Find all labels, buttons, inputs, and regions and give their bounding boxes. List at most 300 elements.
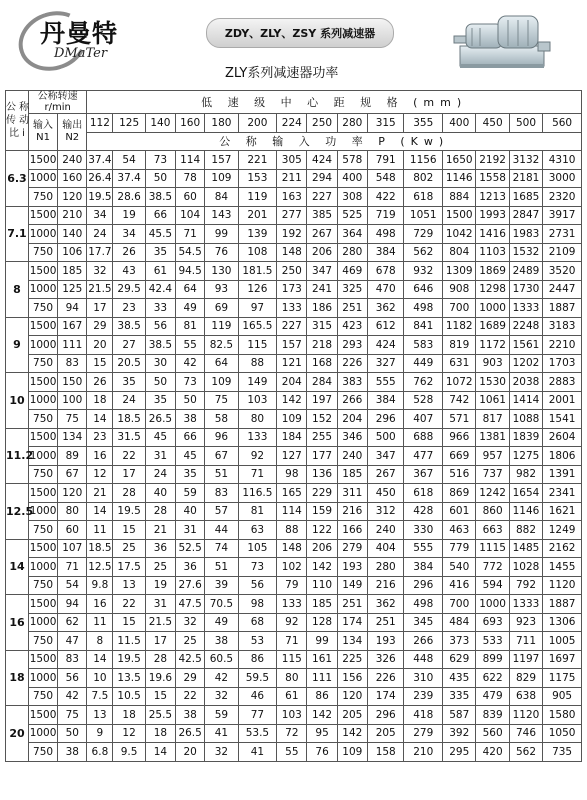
input-speed-cell: 1500 [28, 317, 57, 336]
power-cell: 142 [337, 724, 367, 743]
power-cell: 1530 [476, 373, 509, 392]
table-row [6, 465, 582, 484]
power-cell: 1414 [509, 391, 542, 410]
power-cell: 97 [238, 299, 277, 318]
power-cell: 678 [367, 262, 404, 281]
power-cell: 1120 [509, 706, 542, 725]
power-cell: 25.5 [145, 706, 175, 725]
power-cell: 211 [277, 169, 307, 188]
power-cell: 18.5 [113, 410, 145, 429]
power-cell: 26.4 [87, 169, 113, 188]
power-cell: 498 [367, 225, 404, 244]
power-cell: 966 [443, 428, 476, 447]
power-cell: 1213 [476, 188, 509, 207]
power-cell: 39 [205, 576, 238, 595]
power-cell: 37.4 [87, 151, 113, 170]
power-cell: 792 [509, 576, 542, 595]
power-cell: 38.5 [145, 188, 175, 207]
table-row [6, 410, 582, 429]
power-cell: 1156 [404, 151, 443, 170]
power-cell: 174 [367, 687, 404, 706]
power-cell: 29 [176, 669, 205, 688]
table-row [6, 595, 582, 614]
power-cell: 422 [367, 188, 404, 207]
table-row [6, 613, 582, 632]
power-cell: 2489 [509, 262, 542, 281]
power-cell: 1416 [476, 225, 509, 244]
table-row [6, 558, 582, 577]
output-speed-cell: 42 [58, 687, 87, 706]
power-cell: 10.5 [113, 687, 145, 706]
ratio-column-header [6, 91, 29, 151]
power-cell: 19 [145, 576, 175, 595]
table-row [6, 650, 582, 669]
table-row [6, 502, 582, 521]
power-cell: 38.5 [113, 317, 145, 336]
power-cell: 63 [238, 521, 277, 540]
power-cell: 225 [337, 650, 367, 669]
power-cell: 2181 [509, 169, 542, 188]
power-cell: 73 [145, 151, 175, 170]
center-distance-cell: 315 [367, 114, 404, 133]
power-cell: 6.8 [87, 743, 113, 762]
output-speed-cell: 83 [58, 650, 87, 669]
power-cell: 115 [238, 336, 277, 355]
power-cell: 110 [307, 576, 337, 595]
power-cell: 1050 [543, 724, 582, 743]
table-header-row [6, 114, 582, 133]
power-cell: 41 [205, 724, 238, 743]
power-cell: 142 [277, 391, 307, 410]
power-cell: 29.5 [113, 280, 145, 299]
power-cell: 804 [443, 243, 476, 262]
power-cell: 205 [367, 724, 404, 743]
power-cell: 373 [443, 632, 476, 651]
table-row [6, 169, 582, 188]
power-cell: 133 [238, 428, 277, 447]
power-cell: 174 [337, 613, 367, 632]
ratio-cell: 8 [6, 262, 29, 318]
output-speed-cell: 89 [58, 447, 87, 466]
power-cell: 1993 [476, 206, 509, 225]
power-cell: 27 [113, 336, 145, 355]
power-cell: 923 [509, 613, 542, 632]
power-cell: 96 [205, 428, 238, 447]
power-cell: 1182 [443, 317, 476, 336]
power-cell: 2604 [543, 428, 582, 447]
speed-header-line: r/min [44, 102, 71, 113]
power-cell: 267 [307, 225, 337, 244]
power-cell: 367 [404, 465, 443, 484]
power-cell: 700 [443, 595, 476, 614]
power-cell: 51 [205, 558, 238, 577]
power-cell: 17 [113, 465, 145, 484]
power-cell: 450 [367, 484, 404, 503]
power-cell: 267 [367, 465, 404, 484]
power-cell: 420 [476, 743, 509, 762]
ratio-header-line: 比 i [8, 128, 25, 139]
output-speed-cell: 54 [58, 576, 87, 595]
power-cell: 601 [443, 502, 476, 521]
power-cell: 762 [404, 373, 443, 392]
power-cell: 20 [87, 336, 113, 355]
power-cell: 93 [205, 280, 238, 299]
power-cell: 345 [404, 613, 443, 632]
power-cell: 310 [404, 669, 443, 688]
power-cell: 84 [205, 188, 238, 207]
power-cell: 17 [145, 632, 175, 651]
power-cell: 80 [238, 410, 277, 429]
power-cell: 133 [277, 595, 307, 614]
center-distance-cell: 224 [277, 114, 307, 133]
power-cell: 177 [307, 447, 337, 466]
power-cell: 103 [277, 706, 307, 725]
power-cell: 540 [443, 558, 476, 577]
power-cell: 346 [337, 428, 367, 447]
power-cell: 1298 [476, 280, 509, 299]
output-speed-cell: 107 [58, 539, 87, 558]
power-cell: 186 [307, 299, 337, 318]
power-cell: 735 [543, 743, 582, 762]
power-cell: 184 [277, 428, 307, 447]
power-cell: 34 [113, 225, 145, 244]
center-distance-cell: 400 [443, 114, 476, 133]
power-cell: 15 [145, 687, 175, 706]
power-cell: 30 [145, 354, 175, 373]
power-cell: 9.5 [113, 743, 145, 762]
output-speed-cell: 60 [58, 521, 87, 540]
power-cell: 663 [476, 521, 509, 540]
power-cell: 81 [238, 502, 277, 521]
output-speed-cell: 94 [58, 595, 87, 614]
output-speed-cell: 167 [58, 317, 87, 336]
power-cell: 280 [367, 558, 404, 577]
table-row [6, 299, 582, 318]
power-cell: 216 [367, 576, 404, 595]
power-cell: 19.6 [145, 669, 175, 688]
power-cell: 115 [277, 650, 307, 669]
power-cell: 134 [337, 632, 367, 651]
power-cell: 127 [277, 447, 307, 466]
power-cell: 498 [404, 299, 443, 318]
power-cell: 2731 [543, 225, 582, 244]
output-speed-cell: 140 [58, 225, 87, 244]
power-cell: 12.5 [87, 558, 113, 577]
power-cell: 28 [145, 650, 175, 669]
power-cell: 1730 [509, 280, 542, 299]
power-cell: 16 [87, 595, 113, 614]
input-speed-cell: 1500 [28, 650, 57, 669]
power-cell: 435 [443, 669, 476, 688]
power-cell: 1146 [509, 502, 542, 521]
power-cell: 59 [205, 706, 238, 725]
power-cell: 19.5 [87, 188, 113, 207]
power-cell: 192 [277, 225, 307, 244]
power-cell: 1685 [509, 188, 542, 207]
power-cell: 165.5 [238, 317, 277, 336]
power-cell: 24 [113, 391, 145, 410]
power-cell: 284 [307, 373, 337, 392]
power-cell: 571 [443, 410, 476, 429]
output-speed-cell: 56 [58, 669, 87, 688]
power-cell: 240 [337, 447, 367, 466]
input-speed-cell: 750 [28, 299, 57, 318]
power-cell: 239 [404, 687, 443, 706]
power-cell: 53.5 [238, 724, 277, 743]
power-cell: 1103 [476, 243, 509, 262]
power-cell: 221 [238, 151, 277, 170]
power-cell: 688 [404, 428, 443, 447]
power-cell: 1381 [476, 428, 509, 447]
power-cell: 448 [404, 650, 443, 669]
power-cell: 1088 [509, 410, 542, 429]
center-distance-cell: 250 [307, 114, 337, 133]
ratio-cell: 6.3 [6, 151, 29, 207]
power-cell: 205 [337, 706, 367, 725]
table-header-row [6, 132, 582, 151]
power-cell: 78 [176, 169, 205, 188]
power-cell: 152 [307, 410, 337, 429]
power-cell: 28 [113, 484, 145, 503]
input-speed-cell: 750 [28, 632, 57, 651]
power-cell: 59 [176, 484, 205, 503]
power-table-body [6, 151, 582, 762]
power-cell: 119 [205, 317, 238, 336]
power-cell: 9 [87, 724, 113, 743]
power-cell: 326 [367, 650, 404, 669]
power-cell: 157 [277, 336, 307, 355]
power-cell: 315 [307, 317, 337, 336]
power-cell: 24 [145, 465, 175, 484]
power-cell: 1650 [443, 151, 476, 170]
power-cell: 45 [176, 447, 205, 466]
power-cell: 114 [277, 502, 307, 521]
power-cell: 1072 [443, 373, 476, 392]
table-row [6, 188, 582, 207]
power-cell: 161 [307, 650, 337, 669]
power-cell: 1115 [476, 539, 509, 558]
input-speed-cell: 1000 [28, 225, 57, 244]
power-cell: 17.5 [113, 558, 145, 577]
power-cell: 158 [367, 743, 404, 762]
power-cell: 33 [145, 299, 175, 318]
power-cell: 201 [238, 206, 277, 225]
power-cell: 122 [307, 521, 337, 540]
power-cell: 153 [238, 169, 277, 188]
power-cell: 104 [176, 206, 205, 225]
power-cell: 562 [509, 743, 542, 762]
power-cell: 841 [404, 317, 443, 336]
center-distance-cell: 355 [404, 114, 443, 133]
power-cell: 66 [145, 206, 175, 225]
brand-logo [18, 8, 168, 66]
power-cell: 2038 [509, 373, 542, 392]
power-cell: 240 [367, 521, 404, 540]
power-cell: 1306 [543, 613, 582, 632]
power-cell: 266 [404, 632, 443, 651]
power-cell: 133 [277, 299, 307, 318]
power-cell: 618 [404, 188, 443, 207]
power-cell: 42 [205, 669, 238, 688]
power-cell: 404 [367, 539, 404, 558]
power-cell: 418 [404, 706, 443, 725]
power-cell: 25 [113, 539, 145, 558]
power-cell: 148 [277, 539, 307, 558]
power-cell: 64 [176, 280, 205, 299]
input-speed-cell: 1000 [28, 724, 57, 743]
power-cell: 204 [337, 410, 367, 429]
output-speed-cell: 80 [58, 502, 87, 521]
power-cell: 80 [277, 669, 307, 688]
power-cell: 279 [337, 539, 367, 558]
power-cell: 1839 [509, 428, 542, 447]
power-cell: 43 [113, 262, 145, 281]
table-row [6, 391, 582, 410]
power-cell: 2109 [543, 243, 582, 262]
power-cell: 204 [277, 373, 307, 392]
output-speed-cell: 100 [58, 391, 87, 410]
power-cell: 296 [404, 576, 443, 595]
power-cell: 19 [113, 206, 145, 225]
power-cell: 25 [145, 558, 175, 577]
input-speed-cell: 1500 [28, 206, 57, 225]
power-cell: 57 [205, 502, 238, 521]
output-speed-cell: 150 [58, 373, 87, 392]
power-cell: 26.5 [176, 724, 205, 743]
power-cell: 32 [205, 687, 238, 706]
input-speed-cell: 1500 [28, 373, 57, 392]
power-cell: 560 [476, 724, 509, 743]
power-cell: 250 [277, 262, 307, 281]
power-cell: 1175 [543, 669, 582, 688]
power-cell: 280 [337, 243, 367, 262]
input-speed-cell: 750 [28, 243, 57, 262]
power-cell: 1146 [443, 169, 476, 188]
power-cell: 36 [145, 539, 175, 558]
power-cell: 330 [404, 521, 443, 540]
power-cell: 86 [307, 687, 337, 706]
ratio-cell: 11.2 [6, 428, 29, 484]
ratio-cell: 18 [6, 650, 29, 706]
power-cell: 46 [238, 687, 277, 706]
logo-chinese-name: 丹曼特 [40, 19, 119, 48]
input-speed-cell: 1000 [28, 280, 57, 299]
input-speed-cell: 1000 [28, 336, 57, 355]
power-cell: 587 [443, 706, 476, 725]
power-cell: 28.6 [113, 188, 145, 207]
center-distance-cell: 112 [87, 114, 113, 133]
power-cell: 1005 [543, 632, 582, 651]
power-cell: 802 [404, 169, 443, 188]
power-cell: 45 [145, 428, 175, 447]
power-cell: 791 [367, 151, 404, 170]
power-cell: 109 [205, 373, 238, 392]
power-cell: 385 [307, 206, 337, 225]
power-cell: 37.4 [113, 169, 145, 188]
ratio-cell: 7.1 [6, 206, 29, 262]
output-speed-cell: 125 [58, 280, 87, 299]
power-cell: 3000 [543, 169, 582, 188]
power-cell: 88 [277, 521, 307, 540]
power-cell: 479 [476, 687, 509, 706]
power-cell: 899 [476, 650, 509, 669]
table-header-row [6, 91, 582, 114]
power-cell: 1000 [476, 299, 509, 318]
power-cell: 533 [476, 632, 509, 651]
power-cell: 839 [476, 706, 509, 725]
power-cell: 54.5 [176, 243, 205, 262]
power-cell: 384 [404, 558, 443, 577]
power-cell: 1028 [509, 558, 542, 577]
power-cell: 19.5 [113, 502, 145, 521]
power-cell: 21.5 [87, 280, 113, 299]
power-cell: 193 [367, 632, 404, 651]
output-speed-cell: 106 [58, 243, 87, 262]
power-cell: 75 [205, 391, 238, 410]
power-cell: 2210 [543, 336, 582, 355]
power-cell: 226 [337, 354, 367, 373]
input-speed-cell: 1500 [28, 151, 57, 170]
input-speed-cell: 750 [28, 687, 57, 706]
power-cell: 7.5 [87, 687, 113, 706]
power-cell: 347 [367, 447, 404, 466]
power-cell: 905 [543, 687, 582, 706]
power-cell: 34 [87, 206, 113, 225]
input-speed-header [28, 114, 57, 151]
power-cell: 23 [87, 428, 113, 447]
center-distance-cell: 140 [145, 114, 175, 133]
output-speed-cell: 83 [58, 354, 87, 373]
input-speed-cell: 1000 [28, 169, 57, 188]
input-speed-cell: 750 [28, 576, 57, 595]
power-cell: 64 [205, 354, 238, 373]
power-cell: 392 [443, 724, 476, 743]
power-cell: 400 [337, 169, 367, 188]
ratio-cell: 16 [6, 595, 29, 651]
power-cell: 109 [337, 743, 367, 762]
power-cell: 18 [145, 724, 175, 743]
power-cell: 157 [205, 151, 238, 170]
power-cell: 729 [404, 225, 443, 244]
input-speed-cell: 1000 [28, 391, 57, 410]
power-cell: 69 [205, 299, 238, 318]
power-cell: 168 [307, 354, 337, 373]
output-speed-cell: 75 [58, 706, 87, 725]
power-cell: 1561 [509, 336, 542, 355]
power-cell: 1500 [443, 206, 476, 225]
output-speed-cell: 185 [58, 262, 87, 281]
power-cell: 22 [176, 687, 205, 706]
power-cell: 42.4 [145, 280, 175, 299]
power-cell: 1887 [543, 595, 582, 614]
power-cell: 88 [238, 354, 277, 373]
power-cell: 32 [176, 613, 205, 632]
power-cell: 10 [87, 669, 113, 688]
output-header-line: N2 [65, 132, 80, 143]
power-cell: 1242 [476, 484, 509, 503]
power-cell: 58 [205, 410, 238, 429]
power-cell: 49 [176, 299, 205, 318]
power-table [5, 90, 582, 762]
input-speed-cell: 750 [28, 465, 57, 484]
power-cell: 407 [404, 410, 443, 429]
power-cell: 428 [404, 502, 443, 521]
input-header-line: 输入 [33, 120, 54, 131]
power-cell: 1869 [476, 262, 509, 281]
power-cell: 136 [307, 465, 337, 484]
center-distance-header: 低 速 级 中 心 距 规 格 (mm) [87, 91, 582, 114]
table-row [6, 354, 582, 373]
